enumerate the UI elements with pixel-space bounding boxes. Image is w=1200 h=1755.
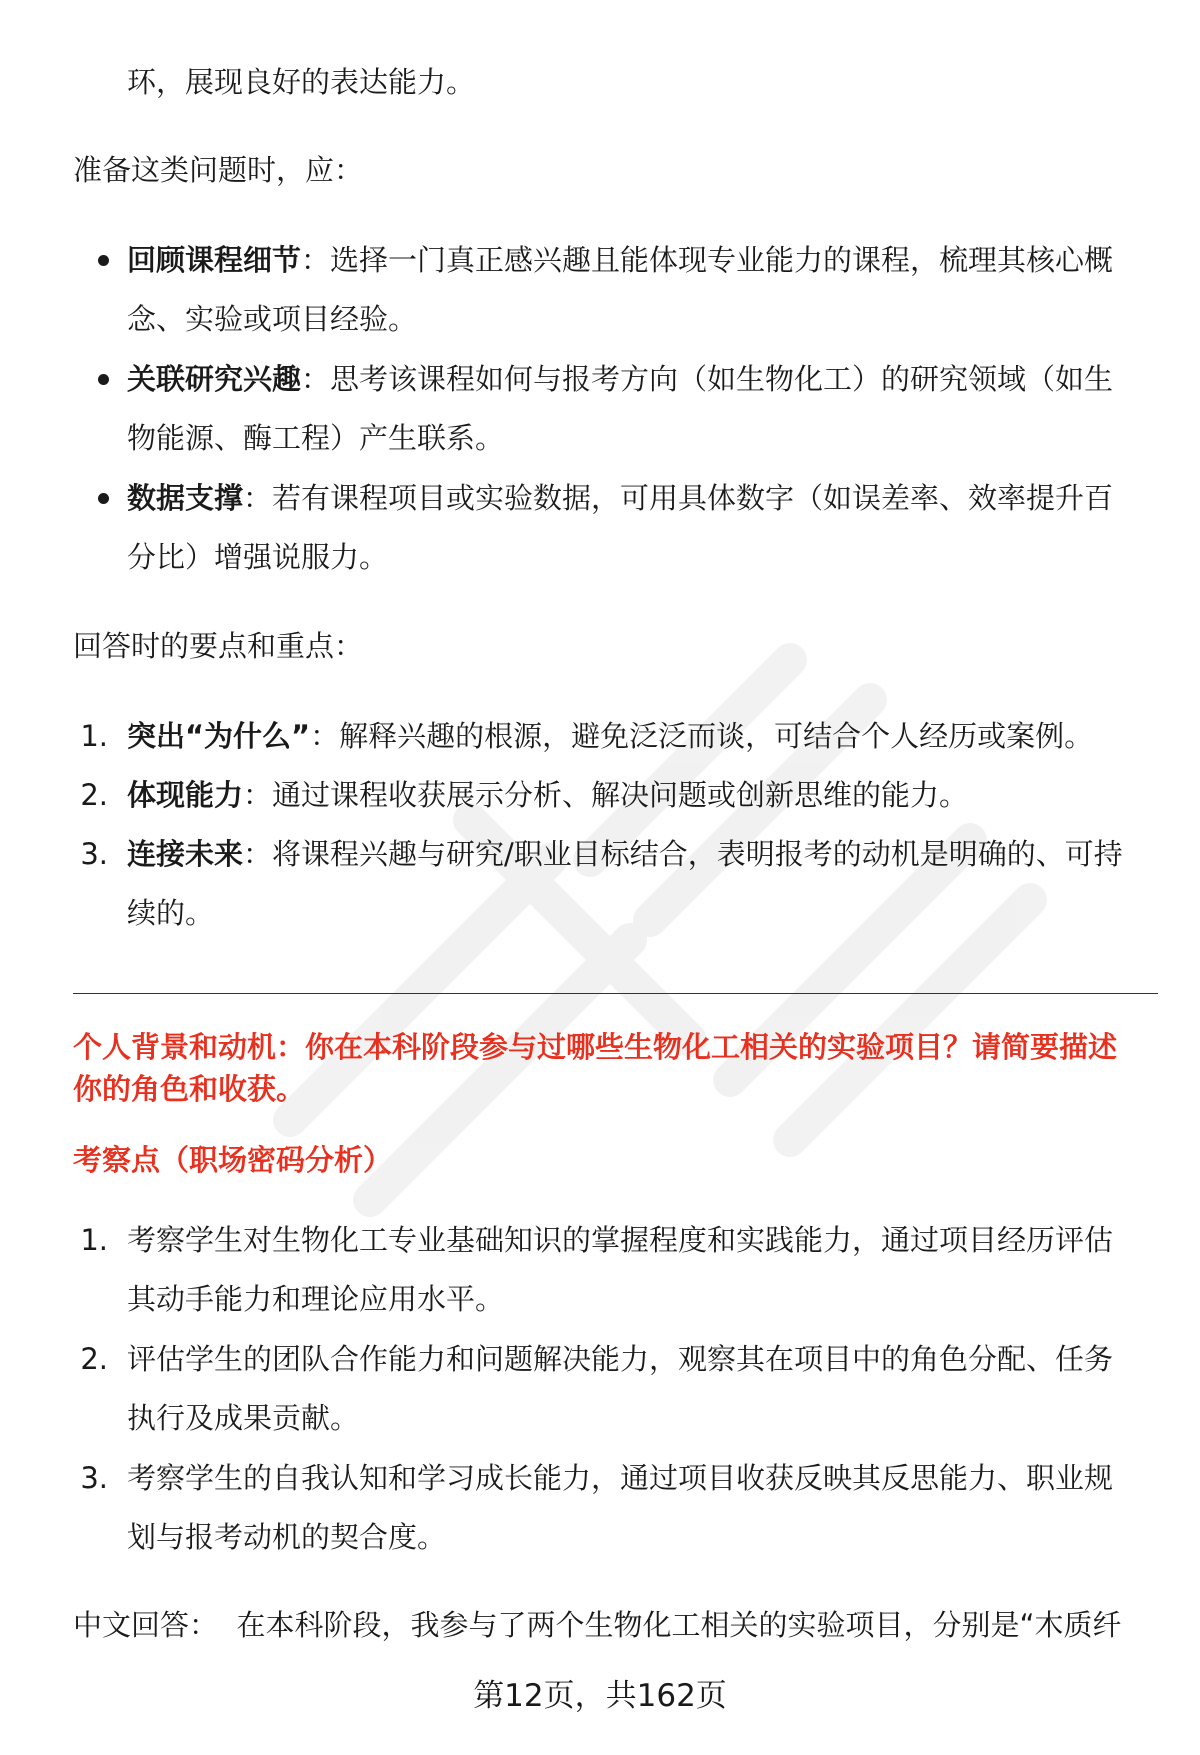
prep-heading: 准备这类问题时，应：: [73, 153, 364, 187]
question-title: 个人背景和动机：你在本科阶段参与过哪些生物化工相关的实验项目？请简要描述: [73, 1030, 1118, 1064]
item-text: 执行及成果贡献。: [127, 1401, 360, 1435]
exam-heading: 考察点（职场密码分析）: [73, 1143, 393, 1177]
list-item: [127, 359, 1113, 399]
item-title: 突出“为什么”: [127, 719, 311, 753]
chinese-answer: [73, 1605, 1121, 1645]
item-separator: ：: [301, 362, 331, 396]
list-item: [127, 834, 1123, 874]
item-text: 其动手能力和理论应用水平。: [127, 1282, 505, 1316]
list-item: [127, 775, 968, 815]
answer-text: 在本科阶段，我参与了两个生物化工相关的实验项目，分别是“木质纤: [236, 1608, 1122, 1642]
item-number: 3.: [80, 1461, 108, 1495]
answer-label: 中文回答：: [73, 1608, 219, 1642]
item-text: 物能源、酶工程）产生联系。: [127, 421, 505, 455]
item-separator: ：: [243, 481, 273, 515]
bullet-icon: [98, 374, 109, 385]
item-text: 分比）增强说服力。: [127, 540, 389, 574]
item-number: 1.: [80, 719, 108, 753]
item-separator: ：: [310, 719, 340, 753]
item-number: 1.: [80, 1223, 108, 1257]
bullet-icon: [98, 493, 109, 504]
item-title: 关联研究兴趣: [127, 362, 302, 396]
item-text: 考察学生的自我认知和学习成长能力，通过项目收获反映其反思能力、职业规: [127, 1461, 1114, 1495]
answer-heading: 回答时的要点和重点：: [73, 629, 364, 663]
item-separator: ：: [243, 778, 273, 812]
item-text: 若有课程项目或实验数据，可用具体数字（如误差率、效率提升百: [272, 481, 1114, 515]
item-text: 续的。: [127, 896, 215, 930]
item-title: 回顾课程细节: [127, 243, 302, 277]
item-title: 数据支撑: [127, 481, 244, 515]
list-item: [127, 716, 1093, 756]
item-text: 通过课程收获展示分析、解决问题或创新思维的能力。: [272, 778, 969, 812]
item-text: 评估学生的团队合作能力和问题解决能力，观察其在项目中的角色分配、任务: [127, 1342, 1114, 1376]
list-item: [127, 478, 1113, 518]
item-number: 2.: [80, 1342, 108, 1376]
item-text: 将课程兴趣与研究/职业目标结合，表明报考的动机是明确的、可持: [272, 837, 1123, 871]
list-item: [127, 240, 1113, 280]
item-separator: ：: [243, 837, 273, 871]
bullet-icon: [98, 255, 109, 266]
item-text: 思考该课程如何与报考方向（如生物化工）的研究领域（如生: [330, 362, 1114, 396]
page-number: 第12页，共162页: [473, 1678, 727, 1714]
item-text: 解释兴趣的根源，避免泛泛而谈，可结合个人经历或案例。: [339, 719, 1094, 753]
section-divider: [73, 993, 1158, 994]
item-title: 连接未来: [127, 837, 244, 871]
item-number: 3.: [80, 837, 108, 871]
intro-tail: 环，展现良好的表达能力。: [127, 65, 476, 99]
item-text: 划与报考动机的契合度。: [127, 1520, 447, 1554]
question-title: 你的角色和收获。: [73, 1072, 306, 1106]
item-text: 选择一门真正感兴趣且能体现专业能力的课程，梳理其核心概: [330, 243, 1114, 277]
item-text: 考察学生对生物化工专业基础知识的掌握程度和实践能力，通过项目经历评估: [127, 1223, 1114, 1257]
item-text: 念、实验或项目经验。: [127, 302, 418, 336]
item-number: 2.: [80, 778, 108, 812]
item-title: 体现能力: [127, 778, 244, 812]
item-separator: ：: [301, 243, 331, 277]
